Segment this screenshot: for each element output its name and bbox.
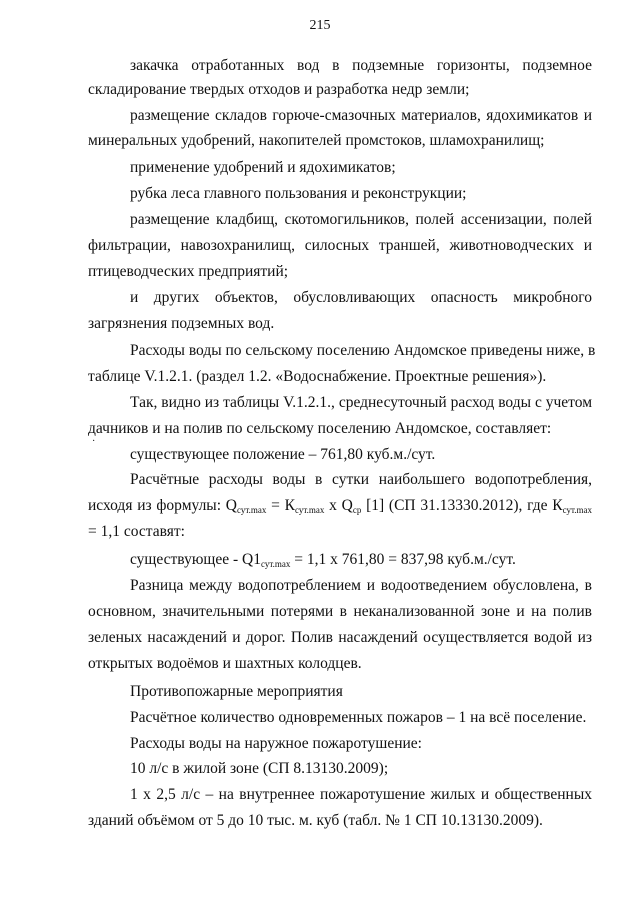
paragraph-line: складирование твердых отходов и разработка недр земли; — [88, 81, 470, 98]
paragraph-line: Разница между водопотреблением и водоотведением обусловлена, в — [130, 577, 592, 594]
paragraph-line: и других объектов, обусловливающих опасность микробного — [130, 289, 592, 306]
paragraph-line: = 1,1 составят: — [88, 523, 185, 540]
paragraph-line: птицеводческих предприятий; — [88, 263, 289, 280]
stray-mark: · — [92, 436, 96, 447]
section-heading: Противопожарные мероприятия — [130, 683, 343, 700]
paragraph-line: загрязнения подземных вод. — [88, 315, 275, 332]
paragraph-line: рубка леса главного пользования и реконструкции; — [130, 185, 467, 202]
paragraph-line: дачников и на полив по сельскому поселению Андомское, составляет: — [88, 420, 552, 437]
paragraph-line: Так, видно из таблицы V.1.2.1., среднесуточный расход воды с учетом — [130, 394, 592, 411]
paragraph-line: 1 х 2,5 л/с – на внутреннее пожаротушение жилых и общественных — [130, 786, 592, 803]
paragraph-line: таблице V.1.2.1. (раздел 1.2. «Водоснабжение. Проектные решения»). — [88, 368, 547, 385]
paragraph-line: Расчётные расходы воды в сутки наибольшего водопотребления, — [130, 471, 592, 488]
paragraph-line: применение удобрений и ядохимикатов; — [130, 159, 396, 176]
paragraph-line: зданий объёмом от 5 до 10 тыс. м. куб (табл. № 1 СП 10.13130.2009). — [88, 812, 543, 829]
page-number: 215 — [309, 18, 331, 33]
formula-line: исходя из формулы: $Q_{сут.max} = К_{сут.max}$ х $Q_{ср}$ [1] (СП 31.13330.2012), где $К_{сут.max}$ — [88, 497, 592, 515]
paragraph-line: основном, значительными потерями в неканализованной зоне и на полив — [88, 603, 592, 620]
paragraph-line: Расходы воды на наружное пожаротушение: — [130, 735, 422, 752]
paragraph-line: 10 л/с в жилой зоне (СП 8.13130.2009); — [130, 760, 389, 777]
paragraph-line: существующее положение – 761,80 куб.м./сут. — [130, 446, 436, 463]
paragraph-line: Расходы воды по сельскому поселению Андомское приведены ниже, в — [130, 342, 596, 359]
paragraph-line: размещение кладбищ, скотомогильников, полей ассенизации, полей — [130, 211, 592, 228]
paragraph-line: зеленых насаждений и дорог. Полив насаждений осуществляется водой из — [88, 629, 592, 646]
paragraph-line: Расчётное количество одновременных пожаров – 1 на всё поселение. — [130, 709, 587, 726]
paragraph-line: открытых водоёмов и шахтных колодцев. — [88, 655, 362, 672]
paragraph-line: закачка отработанных вод в подземные горизонты, подземное — [130, 57, 592, 74]
formula-line: существующее - $Q1_{сут.max} = 1,1$ х 761,80 = 837,98 куб.м./сут. — [130, 551, 516, 569]
paragraph-line: размещение складов горюче-смазочных материалов, ядохимикатов и — [130, 107, 592, 124]
paragraph-line: минеральных удобрений, накопителей промстоков, шламохранилищ; — [88, 132, 545, 149]
paragraph-line: фильтрации, навозохранилищ, силосных траншей, животноводческих и — [88, 237, 592, 254]
